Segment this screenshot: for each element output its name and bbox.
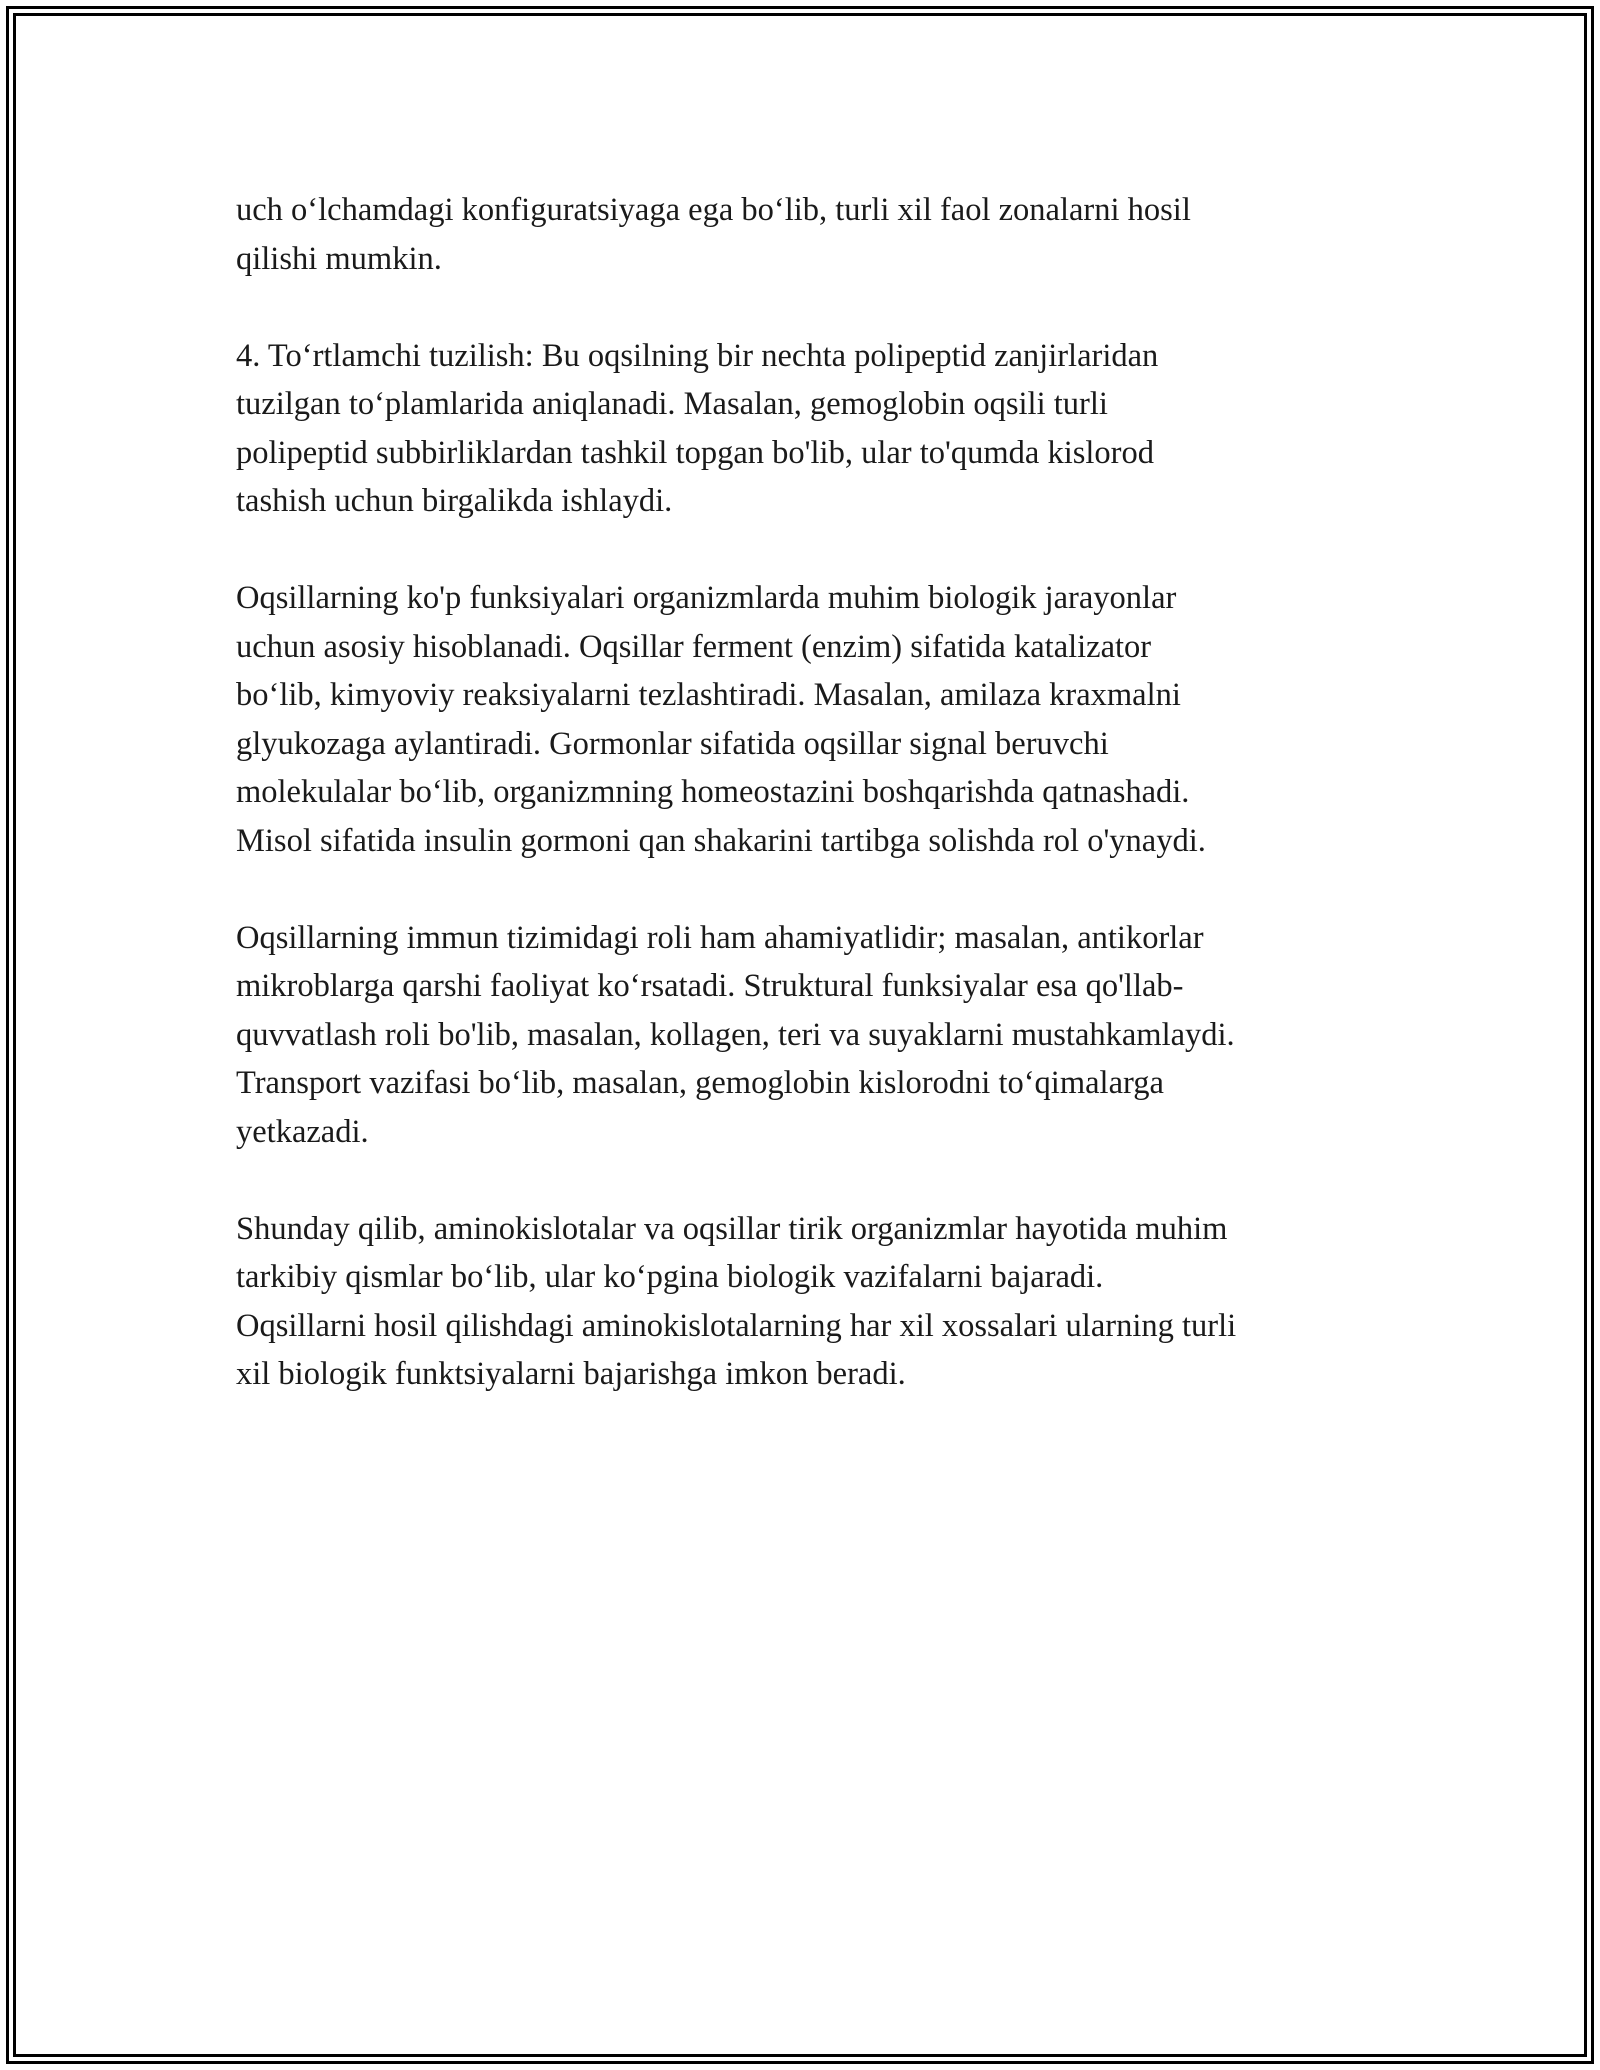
text-line: yetkazadi.: [236, 1113, 369, 1150]
paragraph-conclusion: [236, 1205, 1396, 1399]
text-line: Transport vazifasi bo‘lib, masalan, gemoglobin kislorodni to‘qimalarga: [236, 1065, 1164, 1101]
text-line: polipeptid subbirliklardan tashkil topgan bo'lib, ular to'qumda kislorod: [236, 434, 1154, 471]
paragraph-quaternary-structure: [236, 332, 1396, 526]
text-line: molekulalar bo‘lib, organizmning homeostazini boshqarishda qatnashadi.: [236, 774, 1190, 810]
text-line: glyukozaga aylantiradi. Gormonlar sifatida oqsillar signal beruvchi: [236, 725, 1109, 762]
paragraph-protein-functions: [236, 574, 1396, 865]
text-line: quvvatlash roli bo'lib, masalan, kollagen, teri va suyaklarni mustahkamlaydi.: [236, 1016, 1235, 1053]
text-line: tashish uchun birgalikda ishlaydi.: [236, 483, 673, 519]
text-line: tarkibiy qismlar bo‘lib, ular ko‘pgina biologik vazifalarni bajaradi.: [236, 1259, 1104, 1295]
text-line: qilishi mumkin.: [236, 240, 442, 277]
text-line: tuzilgan to‘plamlarida aniqlanadi. Masalan, gemoglobin oqsili turli: [236, 386, 1108, 422]
text-line: xil biologik funktsiyalarni bajarishga imkon beradi.: [236, 1356, 906, 1392]
page-body: [236, 186, 1396, 1447]
text-line: mikroblarga qarshi faoliyat ko‘rsatadi. Struktural funksiyalar esa qo'llab-: [236, 968, 1184, 1004]
text-line: 4. To‘rtlamchi tuzilish: Bu oqsilning bir nechta polipeptid zanjirlaridan: [236, 337, 1159, 374]
text-line: uchun asosiy hisoblanadi. Oqsillar ferment (enzim) sifatida katalizator: [236, 628, 1152, 665]
text-line: uch o‘lchamdagi konfiguratsiyaga ega bo‘lib, turli xil faol zonalarni hosil: [236, 192, 1191, 228]
text-line: Oqsillarni hosil qilishdagi aminokislotalarning har xil xossalari ularning turli: [236, 1307, 1237, 1344]
text-line: bo‘lib, kimyoviy reaksiyalarni tezlashtiradi. Masalan, amilaza kraxmalni: [236, 677, 1181, 713]
text-line: Oqsillarning immun tizimidagi roli ham ahamiyatlidir; masalan, antikorlar: [236, 919, 1204, 956]
text-line: Misol sifatida insulin gormoni qan shakarini tartibga solishda rol o'ynaydi.: [236, 822, 1206, 859]
paragraph-immune-role: [236, 914, 1396, 1157]
paragraph-tertiary-structure-end: [236, 186, 1396, 283]
text-line: Oqsillarning ko'p funksiyalari organizmlarda muhim biologik jarayonlar: [236, 580, 1177, 616]
text-line: Shunday qilib, aminokislotalar va oqsillar tirik organizmlar hayotida muhim: [236, 1210, 1228, 1247]
